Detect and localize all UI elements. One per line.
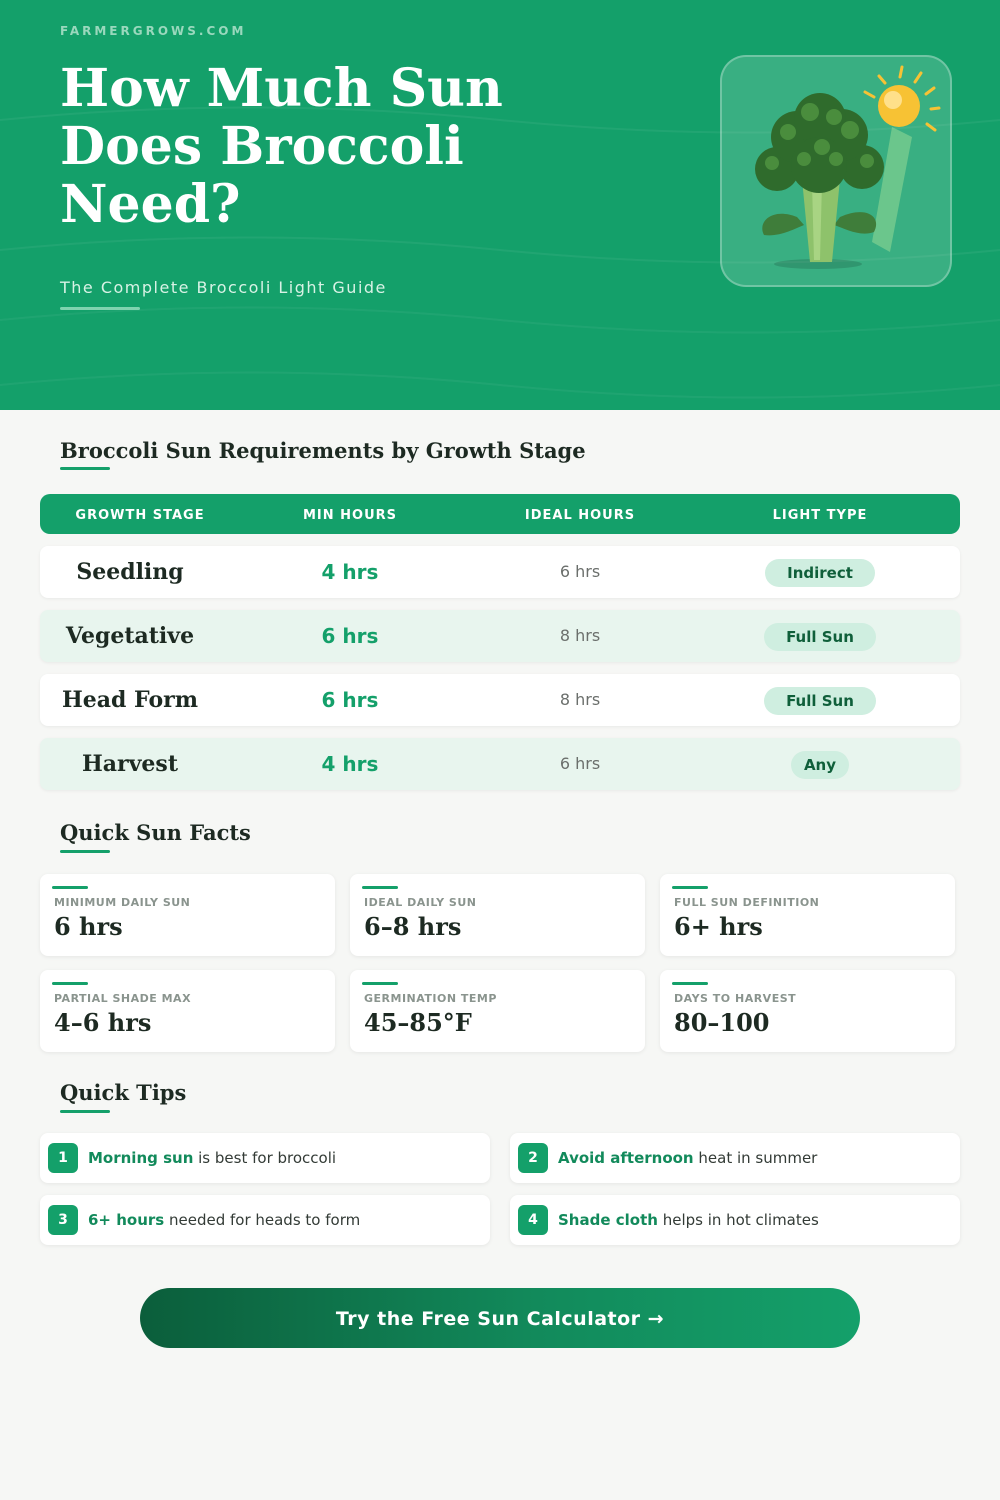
fact-card <box>40 970 335 1052</box>
fact-accent <box>362 982 398 985</box>
fact-accent <box>52 886 88 889</box>
light-type-badge: Full Sun <box>764 623 876 651</box>
fact-value: 6–8 hrs <box>364 912 462 941</box>
light-type-cell <box>720 738 920 790</box>
tip-rest: helps in hot climates <box>657 1211 819 1229</box>
tip-number-badge: 3 <box>48 1205 78 1235</box>
fact-accent <box>672 982 708 985</box>
tip-number-badge: 2 <box>518 1143 548 1173</box>
light-type-cell <box>720 610 920 662</box>
table-row <box>40 674 960 726</box>
fact-card <box>350 874 645 956</box>
stage-cell: Seedling <box>76 559 184 585</box>
table-header <box>40 494 960 534</box>
fact-card <box>660 874 955 956</box>
tip-item <box>40 1195 490 1245</box>
fact-label: GERMINATION TEMP <box>364 992 497 1005</box>
header-min-hours: MIN HOURS <box>302 508 398 523</box>
min-hours-cell: 6 hrs <box>321 624 379 648</box>
fact-card <box>660 970 955 1052</box>
tips-section-title: Quick Tips <box>60 1080 187 1105</box>
fact-label: MINIMUM DAILY SUN <box>54 896 191 909</box>
table-row <box>40 738 960 790</box>
facts-section-title: Quick Sun Facts <box>60 820 251 845</box>
fact-value: 80–100 <box>674 1008 770 1037</box>
subtitle-underline <box>60 307 140 310</box>
tip-highlight: 6+ hours <box>88 1211 165 1229</box>
stage-cell: Head Form <box>61 687 199 713</box>
stage-cell: Harvest <box>82 751 178 777</box>
tip-item <box>510 1195 960 1245</box>
fact-card <box>350 970 645 1052</box>
light-type-cell <box>720 546 920 598</box>
ideal-hours-cell: 6 hrs <box>559 754 601 773</box>
light-type-badge: Indirect <box>765 559 875 587</box>
fact-label: DAYS TO HARVEST <box>674 992 797 1005</box>
header-growth-stage: GROWTH STAGE <box>75 508 205 523</box>
min-hours-cell: 4 hrs <box>321 752 379 776</box>
tip-rest: needed for heads to form <box>164 1211 361 1229</box>
tip-number-badge: 1 <box>48 1143 78 1173</box>
ideal-hours-cell: 8 hrs <box>559 690 601 709</box>
fact-value: 6+ hrs <box>674 912 763 941</box>
fact-value: 45–85°F <box>364 1008 472 1037</box>
tip-rest: heat in summer <box>693 1149 818 1167</box>
fact-value: 4–6 hrs <box>54 1008 152 1037</box>
site-name[interactable]: FARMERGROWS.COM <box>60 24 247 38</box>
sun-calculator-cta-button[interactable]: Try the Free Sun Calculator → <box>140 1288 860 1348</box>
fact-accent <box>672 886 708 889</box>
table-row <box>40 610 960 662</box>
stage-section-title: Broccoli Sun Requirements by Growth Stage <box>60 438 586 463</box>
fact-accent <box>52 982 88 985</box>
tip-number-badge: 4 <box>518 1205 548 1235</box>
tip-text <box>558 1195 819 1245</box>
broccoli-sun-icon <box>720 55 952 287</box>
page-title: How Much Sun Does Broccoli Need? <box>60 58 503 235</box>
light-type-badge: Any <box>791 751 849 779</box>
tip-highlight: Morning sun <box>88 1149 194 1167</box>
header-light-type: LIGHT TYPE <box>772 508 868 523</box>
tip-highlight: Shade cloth <box>558 1211 658 1229</box>
hero-header <box>0 0 1000 410</box>
stage-cell: Vegetative <box>65 623 195 649</box>
fact-label: IDEAL DAILY SUN <box>364 896 477 909</box>
stage-section-underline <box>60 467 110 470</box>
tip-highlight: Avoid afternoon <box>558 1149 694 1167</box>
tip-item <box>510 1133 960 1183</box>
min-hours-cell: 6 hrs <box>321 688 379 712</box>
page-subtitle: The Complete Broccoli Light Guide <box>60 278 387 297</box>
facts-section-underline <box>60 850 110 853</box>
light-type-badge: Full Sun <box>764 687 876 715</box>
tips-section-underline <box>60 1110 110 1113</box>
table-row <box>40 546 960 598</box>
ideal-hours-cell: 8 hrs <box>559 626 601 645</box>
light-type-cell <box>720 674 920 726</box>
ideal-hours-cell: 6 hrs <box>559 562 601 581</box>
tip-rest: is best for broccoli <box>193 1149 337 1167</box>
tip-text <box>558 1133 817 1183</box>
header-ideal-hours: IDEAL HOURS <box>524 508 636 523</box>
tip-text <box>88 1195 360 1245</box>
fact-accent <box>362 886 398 889</box>
fact-label: PARTIAL SHADE MAX <box>54 992 192 1005</box>
tip-text <box>88 1133 336 1183</box>
fact-card <box>40 874 335 956</box>
tip-item <box>40 1133 490 1183</box>
min-hours-cell: 4 hrs <box>321 560 379 584</box>
fact-label: FULL SUN DEFINITION <box>674 896 820 909</box>
fact-value: 6 hrs <box>54 912 123 941</box>
